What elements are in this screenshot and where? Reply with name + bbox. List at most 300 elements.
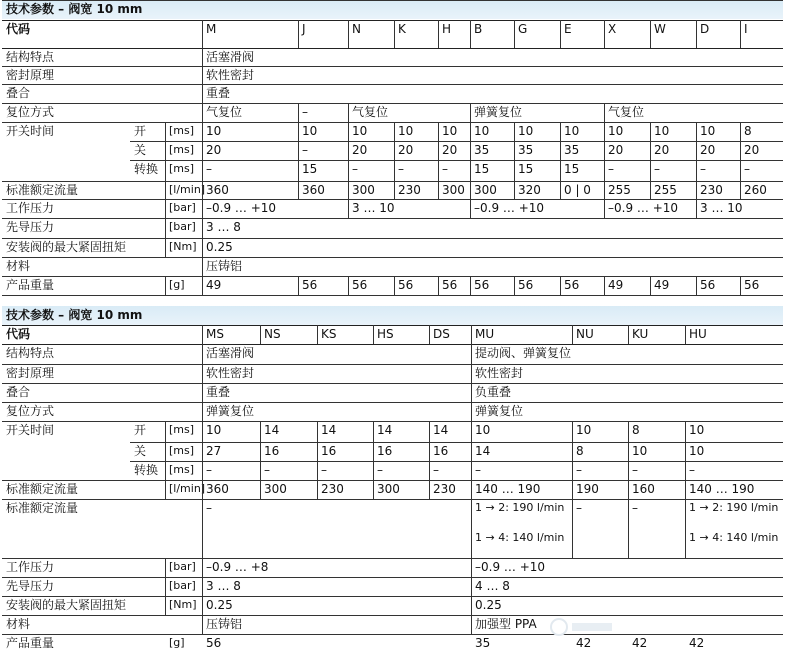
grid-vline bbox=[373, 480, 374, 499]
row-label: 工作压力 bbox=[6, 201, 55, 215]
grid-vline bbox=[650, 141, 651, 160]
unit-label: [bar] bbox=[169, 220, 196, 233]
unit-label: [l/min] bbox=[169, 183, 206, 196]
grid-vline bbox=[628, 442, 629, 461]
code-header: E bbox=[564, 22, 572, 36]
value-cell: 10 bbox=[654, 124, 670, 138]
value-cell: 56 bbox=[518, 278, 534, 292]
value-cell: 15 bbox=[564, 162, 580, 176]
value-cell: 42 bbox=[689, 636, 705, 650]
value-cell: 49 bbox=[654, 278, 670, 292]
grid-vline bbox=[572, 480, 573, 499]
code-header: HU bbox=[689, 327, 707, 341]
grid-vline bbox=[394, 141, 395, 160]
value-cell: 10 bbox=[576, 423, 592, 437]
grid-vline bbox=[165, 480, 166, 499]
value-cell: 10 bbox=[689, 423, 705, 437]
grid-vline bbox=[471, 577, 472, 596]
grid-vline bbox=[202, 181, 203, 199]
table-title: 技术参数 – 阀宽 10 mm bbox=[2, 0, 783, 19]
value-cell: 255 bbox=[654, 183, 677, 197]
grid-vline bbox=[298, 20, 299, 48]
unit-label: [Nm] bbox=[169, 240, 197, 253]
grid-vline bbox=[202, 238, 203, 257]
value-cell: 活塞滑阀 bbox=[206, 50, 255, 64]
value-cell: 10 bbox=[689, 444, 705, 458]
value-cell: 360 bbox=[302, 183, 325, 197]
value-cell: 10 bbox=[398, 124, 414, 138]
value-cell: – bbox=[206, 162, 212, 176]
row-label: 产品重量 bbox=[6, 278, 55, 292]
grid-vline bbox=[317, 442, 318, 461]
watermark-logo bbox=[548, 616, 628, 638]
grid-vline bbox=[471, 364, 472, 383]
value-cell: 16 bbox=[377, 444, 393, 458]
grid-vline bbox=[373, 325, 374, 344]
value-cell: 14 bbox=[321, 423, 337, 437]
row-label: 标准额定流量 bbox=[6, 501, 79, 515]
value-cell: 56 bbox=[442, 278, 458, 292]
value-cell: – bbox=[632, 463, 638, 477]
value-cell: – bbox=[632, 501, 638, 515]
grid-vline bbox=[438, 20, 439, 48]
grid-vline bbox=[394, 160, 395, 181]
unit-label: [ms] bbox=[169, 143, 195, 156]
grid-vline bbox=[471, 421, 472, 442]
code-header: MU bbox=[475, 327, 495, 341]
grid-vline bbox=[373, 461, 374, 480]
row-label: 材料 bbox=[6, 617, 31, 631]
grid-vline bbox=[604, 199, 605, 218]
grid-vline bbox=[470, 276, 471, 295]
grid-vline bbox=[429, 421, 430, 442]
grid-vline bbox=[650, 160, 651, 181]
value-cell: 活塞滑阀 bbox=[206, 346, 255, 360]
grid-hline bbox=[2, 295, 783, 296]
grid-vline bbox=[202, 558, 203, 577]
grid-vline bbox=[429, 480, 430, 499]
code-header: NU bbox=[576, 327, 594, 341]
grid-vline bbox=[471, 383, 472, 402]
grid-vline bbox=[628, 499, 629, 558]
row-label: 先导压力 bbox=[6, 579, 55, 593]
value-cell: 重叠 bbox=[206, 385, 231, 399]
grid-vline bbox=[317, 325, 318, 344]
value-cell: 160 bbox=[632, 482, 655, 496]
row-label: 安装阀的最大紧固扭矩 bbox=[6, 598, 127, 612]
value-cell: 14 bbox=[264, 423, 280, 437]
value-cell: 软性密封 bbox=[206, 68, 255, 82]
row-label: 安装阀的最大紧固扭矩 bbox=[6, 240, 127, 254]
sub-label: 关 bbox=[134, 143, 147, 157]
grid-vline bbox=[202, 141, 203, 160]
table-title: 技术参数 – 阀宽 10 mm bbox=[2, 306, 783, 325]
grid-vline bbox=[298, 160, 299, 181]
grid-vline bbox=[471, 499, 472, 558]
grid-vline bbox=[514, 160, 515, 181]
grid-vline bbox=[260, 325, 261, 344]
code-header: G bbox=[518, 22, 528, 36]
grid-vline bbox=[165, 181, 166, 199]
code-header: HS bbox=[377, 327, 394, 341]
grid-vline bbox=[740, 160, 741, 181]
grid-vline bbox=[348, 103, 349, 122]
grid-vline bbox=[202, 103, 203, 122]
value-cell: – bbox=[744, 162, 750, 176]
grid-hline bbox=[130, 160, 783, 161]
grid-vline bbox=[202, 499, 203, 558]
value-cell: 20 bbox=[654, 143, 670, 157]
value-cell: 56 bbox=[206, 636, 222, 650]
grid-vline bbox=[298, 276, 299, 295]
value-cell: – bbox=[398, 162, 404, 176]
grid-vline bbox=[165, 461, 166, 480]
grid-vline bbox=[202, 20, 203, 48]
value-cell: 35 bbox=[474, 143, 490, 157]
value-cell: 16 bbox=[321, 444, 337, 458]
grid-vline bbox=[560, 160, 561, 181]
grid-vline bbox=[685, 461, 686, 480]
value-cell: 190 bbox=[576, 482, 599, 496]
grid-vline bbox=[298, 181, 299, 199]
value-cell: 42 bbox=[576, 636, 592, 650]
grid-vline bbox=[470, 160, 471, 181]
grid-vline bbox=[317, 480, 318, 499]
grid-vline bbox=[202, 615, 203, 634]
sub-label: 关 bbox=[134, 444, 147, 458]
unit-label: [Nm] bbox=[169, 598, 197, 611]
value-cell: 14 bbox=[377, 423, 393, 437]
value-cell: 20 bbox=[608, 143, 624, 157]
value-cell: 8 bbox=[744, 124, 752, 138]
grid-vline bbox=[514, 141, 515, 160]
grid-vline bbox=[604, 20, 605, 48]
grid-vline bbox=[650, 122, 651, 141]
row-label: 结构特点 bbox=[6, 50, 55, 64]
code-header: B bbox=[474, 22, 483, 36]
grid-vline bbox=[514, 20, 515, 48]
code-header: MS bbox=[206, 327, 224, 341]
code-header: I bbox=[744, 22, 748, 36]
value-cell: – bbox=[689, 463, 695, 477]
value-cell: –0.9 … +10 bbox=[475, 560, 546, 574]
grid-vline bbox=[373, 421, 374, 442]
row-label: 结构特点 bbox=[6, 346, 55, 360]
value-cell: 360 bbox=[206, 482, 229, 496]
grid-vline bbox=[202, 344, 203, 364]
grid-vline bbox=[604, 160, 605, 181]
grid-vline bbox=[514, 276, 515, 295]
grid-vline bbox=[438, 181, 439, 199]
grid-vline bbox=[628, 325, 629, 344]
value-cell: 27 bbox=[206, 444, 222, 458]
grid-vline bbox=[165, 442, 166, 461]
value-cell: – bbox=[700, 162, 706, 176]
value-cell: 230 bbox=[321, 482, 344, 496]
grid-vline bbox=[165, 421, 166, 442]
value-cell: 0 | 0 bbox=[564, 183, 591, 197]
grid-vline bbox=[560, 141, 561, 160]
grid-hline bbox=[130, 141, 783, 142]
grid-vline bbox=[471, 442, 472, 461]
grid-vline bbox=[628, 480, 629, 499]
grid-vline bbox=[202, 160, 203, 181]
value-cell: 56 bbox=[744, 278, 760, 292]
grid-vline bbox=[471, 344, 472, 364]
grid-vline bbox=[165, 160, 166, 181]
value-cell: – bbox=[576, 463, 582, 477]
sub-label: 转换 bbox=[134, 162, 159, 176]
grid-vline bbox=[202, 383, 203, 402]
value-cell: – bbox=[377, 463, 383, 477]
row-label: 先导压力 bbox=[6, 220, 55, 234]
value-cell: 1 → 2: 190 l/min bbox=[689, 501, 779, 514]
value-cell: 56 bbox=[474, 278, 490, 292]
grid-hline bbox=[2, 20, 783, 21]
grid-vline bbox=[471, 480, 472, 499]
value-cell: 重叠 bbox=[206, 86, 231, 100]
value-cell: – bbox=[442, 162, 448, 176]
sub-label: 开 bbox=[134, 124, 147, 138]
value-cell: 15 bbox=[474, 162, 490, 176]
grid-vline bbox=[471, 596, 472, 615]
grid-vline bbox=[298, 141, 299, 160]
value-cell: – bbox=[433, 463, 439, 477]
row-label: 密封原理 bbox=[6, 366, 55, 380]
grid-vline bbox=[348, 276, 349, 295]
grid-vline bbox=[348, 141, 349, 160]
value-cell: 14 bbox=[433, 423, 449, 437]
grid-vline bbox=[604, 181, 605, 199]
unit-label: [bar] bbox=[169, 201, 196, 214]
value-cell: – bbox=[576, 501, 582, 515]
grid-vline bbox=[202, 364, 203, 383]
row-label: 开关时间 bbox=[6, 124, 55, 138]
grid-vline bbox=[628, 421, 629, 442]
value-cell: 8 bbox=[632, 423, 640, 437]
grid-vline bbox=[429, 442, 430, 461]
grid-vline bbox=[348, 181, 349, 199]
grid-vline bbox=[317, 461, 318, 480]
value-cell: 20 bbox=[442, 143, 458, 157]
grid-vline bbox=[317, 421, 318, 442]
grid-vline bbox=[514, 181, 515, 199]
row-label: 工作压力 bbox=[6, 560, 55, 574]
value-cell: 压铸铝 bbox=[206, 617, 243, 631]
value-cell: – bbox=[352, 162, 358, 176]
value-cell: 提动阀、弹簧复位 bbox=[475, 346, 572, 360]
grid-vline bbox=[438, 160, 439, 181]
grid-vline bbox=[470, 122, 471, 141]
value-cell: 42 bbox=[632, 636, 648, 650]
value-cell: 35 bbox=[475, 636, 491, 650]
grid-vline bbox=[572, 421, 573, 442]
value-cell: – bbox=[475, 463, 481, 477]
grid-vline bbox=[604, 103, 605, 122]
value-cell: – bbox=[654, 162, 660, 176]
row-label: 材料 bbox=[6, 259, 31, 273]
unit-label: [l/min] bbox=[169, 482, 206, 495]
grid-vline bbox=[685, 499, 686, 558]
value-cell: 320 bbox=[518, 183, 541, 197]
grid-vline bbox=[260, 442, 261, 461]
grid-vline bbox=[202, 325, 203, 344]
grid-vline bbox=[696, 122, 697, 141]
value-cell: 260 bbox=[744, 183, 767, 197]
grid-vline bbox=[685, 325, 686, 344]
grid-vline bbox=[260, 461, 261, 480]
value-cell: 3 … 10 bbox=[352, 201, 395, 215]
value-cell: 140 … 190 bbox=[689, 482, 755, 496]
code-header: J bbox=[302, 22, 306, 36]
grid-vline bbox=[429, 325, 430, 344]
row-label: 复位方式 bbox=[6, 105, 55, 119]
value-cell: – bbox=[302, 105, 308, 119]
value-cell: 软性密封 bbox=[475, 366, 524, 380]
unit-label: [ms] bbox=[169, 162, 195, 175]
sub-label: 转换 bbox=[134, 463, 159, 477]
value-cell: 140 … 190 bbox=[475, 482, 541, 496]
value-cell: 10 bbox=[474, 124, 490, 138]
grid-vline bbox=[373, 442, 374, 461]
unit-label: [bar] bbox=[169, 579, 196, 592]
value-cell: 弹簧复位 bbox=[206, 404, 255, 418]
value-cell: 10 bbox=[608, 124, 624, 138]
grid-vline bbox=[560, 122, 561, 141]
grid-vline bbox=[572, 442, 573, 461]
value-cell: 255 bbox=[608, 183, 631, 197]
grid-vline bbox=[165, 218, 166, 238]
grid-vline bbox=[696, 141, 697, 160]
grid-vline bbox=[165, 141, 166, 160]
value-cell: 20 bbox=[700, 143, 716, 157]
grid-vline bbox=[470, 181, 471, 199]
grid-vline bbox=[740, 276, 741, 295]
grid-vline bbox=[470, 141, 471, 160]
grid-vline bbox=[165, 238, 166, 257]
grid-vline bbox=[348, 160, 349, 181]
value-cell: 4 … 8 bbox=[475, 579, 510, 593]
unit-label: [g] bbox=[169, 278, 185, 291]
value-cell: –0.9 … +8 bbox=[206, 560, 269, 574]
grid-vline bbox=[650, 276, 651, 295]
code-header: D bbox=[700, 22, 710, 36]
grid-vline bbox=[604, 122, 605, 141]
header-label: 代码 bbox=[6, 22, 31, 36]
grid-vline bbox=[202, 218, 203, 238]
row-label: 叠合 bbox=[6, 86, 31, 100]
code-header: H bbox=[442, 22, 452, 36]
value-cell: 气复位 bbox=[608, 105, 645, 119]
row-label: 产品重量 bbox=[6, 636, 55, 650]
value-cell: 16 bbox=[433, 444, 449, 458]
code-header: KS bbox=[321, 327, 337, 341]
grid-vline bbox=[165, 122, 166, 141]
value-cell: 10 bbox=[352, 124, 368, 138]
grid-vline bbox=[429, 461, 430, 480]
value-cell: 1 → 2: 190 l/min bbox=[475, 501, 565, 514]
grid-vline bbox=[572, 461, 573, 480]
grid-vline bbox=[471, 558, 472, 577]
grid-vline bbox=[202, 421, 203, 442]
grid-vline bbox=[165, 577, 166, 596]
grid-vline bbox=[650, 20, 651, 48]
value-cell: 负重叠 bbox=[475, 385, 512, 399]
value-cell: 300 bbox=[352, 183, 375, 197]
value-cell: –0.9 … +10 bbox=[206, 201, 277, 215]
grid-vline bbox=[394, 20, 395, 48]
value-cell: 15 bbox=[518, 162, 534, 176]
code-header: KU bbox=[632, 327, 649, 341]
value-cell: 3 … 10 bbox=[700, 201, 743, 215]
value-cell: 3 … 8 bbox=[206, 220, 241, 234]
value-cell: 0.25 bbox=[475, 598, 502, 612]
value-cell: 56 bbox=[398, 278, 414, 292]
grid-vline bbox=[202, 402, 203, 421]
value-cell: 230 bbox=[700, 183, 723, 197]
grid-vline bbox=[740, 20, 741, 48]
grid-vline bbox=[471, 615, 472, 634]
value-cell: 10 bbox=[518, 124, 534, 138]
value-cell: 56 bbox=[302, 278, 318, 292]
value-cell: 35 bbox=[564, 143, 580, 157]
code-header: K bbox=[398, 22, 406, 36]
value-cell: 300 bbox=[377, 482, 400, 496]
value-cell: 10 bbox=[632, 444, 648, 458]
unit-label: [g] bbox=[169, 636, 185, 649]
value-cell: 0.25 bbox=[206, 598, 233, 612]
grid-vline bbox=[740, 141, 741, 160]
code-header: X bbox=[608, 22, 617, 36]
grid-vline bbox=[470, 20, 471, 48]
value-cell: 230 bbox=[433, 482, 456, 496]
value-cell: 15 bbox=[302, 162, 318, 176]
grid-hline bbox=[2, 0, 783, 1]
value-cell: – bbox=[264, 463, 270, 477]
value-cell: 360 bbox=[206, 183, 229, 197]
value-cell: 20 bbox=[352, 143, 368, 157]
grid-vline bbox=[560, 181, 561, 199]
value-cell: 软性密封 bbox=[206, 366, 255, 380]
value-cell: 10 bbox=[206, 423, 222, 437]
grid-vline bbox=[696, 276, 697, 295]
grid-vline bbox=[298, 122, 299, 141]
value-cell: 10 bbox=[442, 124, 458, 138]
grid-vline bbox=[165, 596, 166, 615]
grid-vline bbox=[202, 199, 203, 218]
unit-label: [bar] bbox=[169, 560, 196, 573]
value-cell: 压铸铝 bbox=[206, 259, 243, 273]
grid-vline bbox=[685, 480, 686, 499]
value-cell: 56 bbox=[564, 278, 580, 292]
value-cell: – bbox=[206, 501, 212, 515]
value-cell: 20 bbox=[744, 143, 760, 157]
grid-vline bbox=[202, 461, 203, 480]
code-header: W bbox=[654, 22, 666, 36]
grid-vline bbox=[560, 20, 561, 48]
grid-vline bbox=[650, 181, 651, 199]
value-cell: – bbox=[321, 463, 327, 477]
grid-vline bbox=[165, 199, 166, 218]
row-label: 标准额定流量 bbox=[6, 482, 79, 496]
value-cell: 20 bbox=[398, 143, 414, 157]
grid-vline bbox=[471, 402, 472, 421]
grid-vline bbox=[628, 461, 629, 480]
grid-vline bbox=[202, 442, 203, 461]
code-header: N bbox=[352, 22, 361, 36]
value-cell: 10 bbox=[700, 124, 716, 138]
grid-vline bbox=[394, 181, 395, 199]
